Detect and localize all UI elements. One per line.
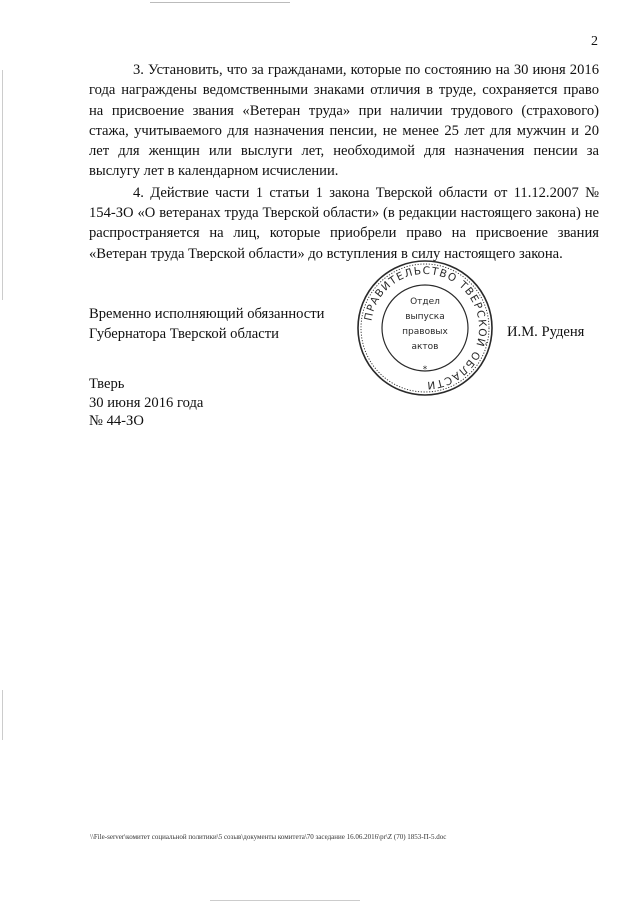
stamp-star: * (422, 365, 428, 375)
law-date: 30 июня 2016 года (89, 394, 204, 411)
page-number: 2 (591, 34, 598, 49)
signer-position (89, 304, 324, 344)
stamp-inner-line-2: выпуска (405, 312, 445, 322)
signer-name: И.М. Руденя (507, 324, 585, 340)
scan-artifact-top (150, 2, 290, 3)
scan-artifact-left (2, 70, 3, 300)
paragraph-3: 3. Установить, что за гражданами, которые по состоянию на 30 июня 2016 года награждены ведомственными знаками отличия в труде, сохраняется право на присвоение звания «Ветеран труда» при наличии трудового (страхового) стажа, учитываемого для назначения пенсии, не менее 25 лет для мужчин и 20 лет для женщин или выслуги лет, необходимой для назначения пенсии за выслугу лет в календарном исчислении. (89, 62, 599, 180)
stamp-inner-line-4: актов (411, 342, 439, 352)
signer-position-line-2: Губернатора Тверской области (89, 326, 279, 342)
document-body (89, 60, 599, 265)
stamp-ring-text: ПРАВИТЕЛЬСТВО ТВЕРСКОЙ ОБЛАСТИ (362, 264, 489, 392)
paragraph-4: 4. Действие части 1 статьи 1 закона Тверской области от 11.12.2007 № 154-ЗО «О ветеранах труда Тверской области» (в редакции настоящего закона) не распространяется на лиц, которые приобрели право на присвоение звания «Ветеран труда Тверской области» до вступления в силу настоящего закона. (89, 184, 599, 262)
stamp-inner-line-3: правовых (402, 327, 448, 337)
official-stamp (355, 258, 495, 398)
city: Тверь (89, 376, 125, 392)
signer-position-line-1: Временно исполняющий обязанности (89, 306, 325, 322)
scan-artifact-left-lower (2, 690, 3, 740)
place-and-date (89, 375, 203, 431)
stamp-inner-line-1: Отдел (410, 297, 440, 307)
law-number: № 44-ЗО (89, 413, 144, 429)
scan-artifact-bottom (210, 900, 360, 901)
stamp-graphic (355, 258, 495, 398)
file-path-footer: \\File-server\комитет социальной политики\5 созыв\документы комитета\70 заседание 16.06.2016\pr\Z (70) 1853-П-5.doc (90, 833, 447, 841)
